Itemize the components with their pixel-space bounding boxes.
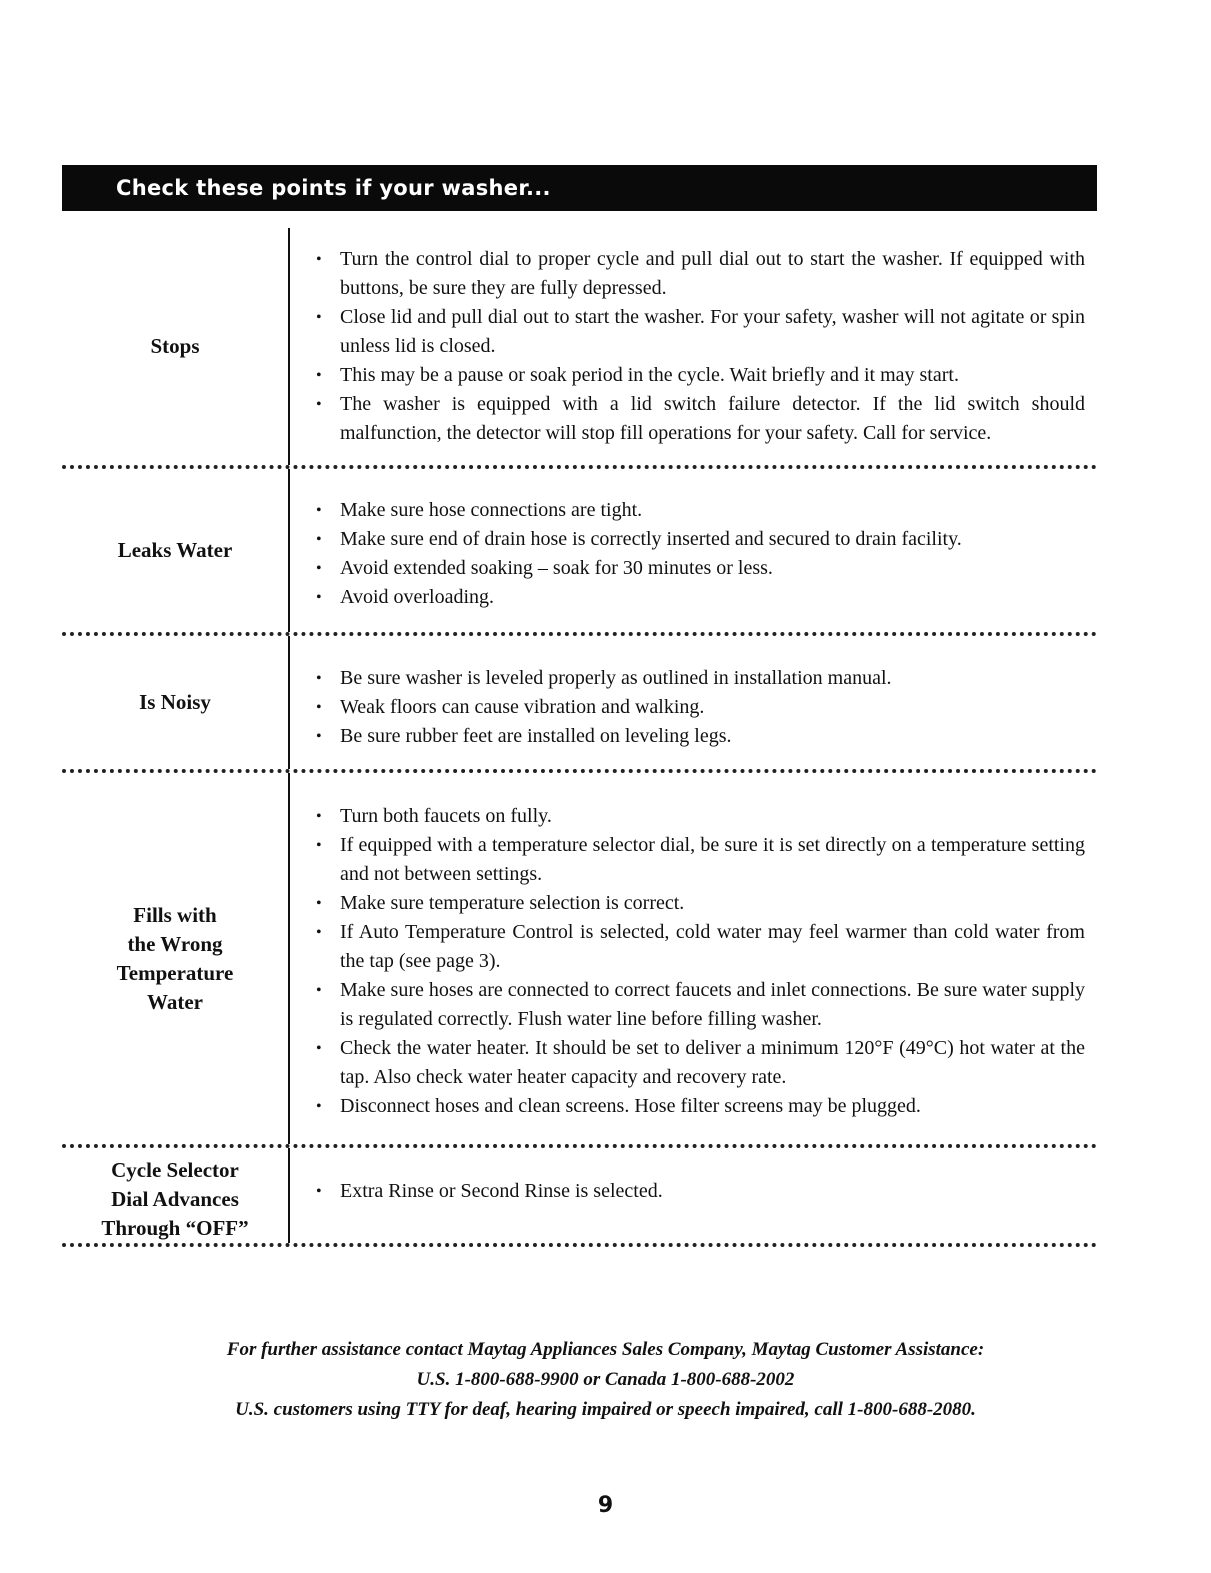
list-item [314, 976, 1085, 1034]
bullet-icon: • [316, 1040, 322, 1057]
problem-label-text: Fills with the Wrong Temperature Water [116, 902, 234, 1014]
item-text: Weak floors can cause vibration and walking. [340, 696, 705, 718]
solutions-cell [288, 228, 1097, 465]
list-item [314, 1177, 1085, 1206]
list-item [314, 831, 1085, 889]
assistance-phone-line: U.S. 1-800-688-9900 or Canada 1-800-688-2002 [416, 1369, 795, 1390]
item-text: Be sure washer is leveled properly as outlined in installation manual. [340, 667, 892, 689]
solutions-cell [288, 1148, 1097, 1243]
problem-label [62, 773, 288, 1144]
solutions-cell [288, 636, 1097, 769]
item-text: Avoid extended soaking – soak for 30 minutes or less. [340, 557, 773, 579]
problem-label-text: Is Noisy [139, 690, 211, 714]
problem-label-text: Cycle Selector Dial Advances Through “OFF” [101, 1158, 249, 1240]
assistance-tty-line: U.S. customers using TTY for deaf, hearing impaired or speech impaired, call 1-800-688-2080. [235, 1399, 976, 1420]
solutions-list [314, 245, 1085, 448]
list-item [314, 583, 1085, 612]
list-item [314, 390, 1085, 448]
list-item [314, 918, 1085, 976]
list-item [314, 693, 1085, 722]
solutions-list [314, 802, 1085, 1121]
list-item [314, 245, 1085, 303]
solutions-list [314, 1177, 1085, 1206]
bullet-icon: • [316, 396, 322, 413]
bullet-icon: • [316, 895, 322, 912]
problem-label [62, 469, 288, 632]
item-text: Make sure hose connections are tight. [340, 499, 643, 521]
bullet-icon: • [316, 808, 322, 825]
table-row-leaks-water [62, 469, 1097, 632]
item-text: If Auto Temperature Control is selected, cold water may feel warmer than cold water from the tap (see page 3). [340, 921, 1085, 972]
bullet-icon: • [316, 1098, 322, 1115]
item-text: Make sure hoses are connected to correct faucets and inlet connections. Be sure water supply is regulated correctly. Flush water line before filling washer. [340, 979, 1085, 1030]
solutions-cell [288, 469, 1097, 632]
item-text: This may be a pause or soak period in the cycle. Wait briefly and it may start. [340, 364, 959, 386]
list-item [314, 1092, 1085, 1121]
problem-label-text: Leaks Water [117, 538, 233, 562]
section-title: Check these points if your washer... [116, 176, 551, 200]
problem-label-text: Stops [150, 334, 200, 358]
item-text: Make sure end of drain hose is correctly inserted and secured to drain facility. [340, 528, 962, 550]
bullet-icon: • [316, 837, 322, 854]
bullet-icon: • [316, 309, 322, 326]
problem-label [62, 1148, 288, 1243]
list-item [314, 664, 1085, 693]
table-row-wrong-temperature [62, 773, 1097, 1144]
solutions-list [314, 664, 1085, 751]
section-header-bar [62, 165, 1097, 211]
item-text: Make sure temperature selection is correct. [340, 892, 685, 914]
list-item [314, 1034, 1085, 1092]
bullet-icon: • [316, 367, 322, 384]
list-item [314, 525, 1085, 554]
bullet-icon: • [316, 699, 322, 716]
bullet-icon: • [316, 560, 322, 577]
bullet-icon: • [316, 982, 322, 999]
list-item [314, 361, 1085, 390]
solutions-list [314, 496, 1085, 612]
list-item [314, 496, 1085, 525]
item-text: Avoid overloading. [340, 586, 495, 608]
bullet-icon: • [316, 589, 322, 606]
list-item [314, 802, 1085, 831]
item-text: Disconnect hoses and clean screens. Hose filter screens may be plugged. [340, 1095, 921, 1117]
item-text: Close lid and pull dial out to start the washer. For your safety, washer will not agitate or spin unless lid is closed. [340, 306, 1085, 357]
bullet-icon: • [316, 670, 322, 687]
list-item [314, 889, 1085, 918]
table-row-is-noisy [62, 636, 1097, 769]
assistance-line: For further assistance contact Maytag Appliances Sales Company, Maytag Customer Assistance: [226, 1339, 985, 1360]
bullet-icon: • [316, 251, 322, 268]
assistance-notice [0, 1335, 1211, 1425]
item-text: Check the water heater. It should be set to deliver a minimum 120°F (49°C) hot water at the tap. Also check water heater capacity and recovery rate. [340, 1037, 1085, 1088]
item-text: Be sure rubber feet are installed on leveling legs. [340, 725, 732, 747]
table-row-stops [62, 228, 1097, 465]
item-text: Turn the control dial to proper cycle and pull dial out to start the washer. If equipped with buttons, be sure they are fully depressed. [340, 248, 1085, 299]
item-text: Extra Rinse or Second Rinse is selected. [340, 1180, 663, 1202]
bullet-icon: • [316, 924, 322, 941]
troubleshooting-table [62, 228, 1097, 1247]
list-item [314, 554, 1085, 583]
item-text: If equipped with a temperature selector dial, be sure it is set directly on a temperature setting and not between settings. [340, 834, 1085, 885]
list-item [314, 303, 1085, 361]
solutions-cell [288, 773, 1097, 1144]
table-row-cycle-selector [62, 1148, 1097, 1243]
problem-label [62, 636, 288, 769]
dotted-divider [62, 1243, 1097, 1247]
problem-label [62, 228, 288, 465]
page-number: 9 [597, 1493, 614, 1518]
bullet-icon: • [316, 728, 322, 745]
item-text: Turn both faucets on fully. [340, 805, 552, 827]
list-item [314, 722, 1085, 751]
bullet-icon: • [316, 502, 322, 519]
item-text: The washer is equipped with a lid switch failure detector. If the lid switch should malfunction, the detector will stop fill operations for your safety. Call for service. [340, 393, 1085, 444]
bullet-icon: • [316, 531, 322, 548]
bullet-icon: • [316, 1183, 322, 1200]
